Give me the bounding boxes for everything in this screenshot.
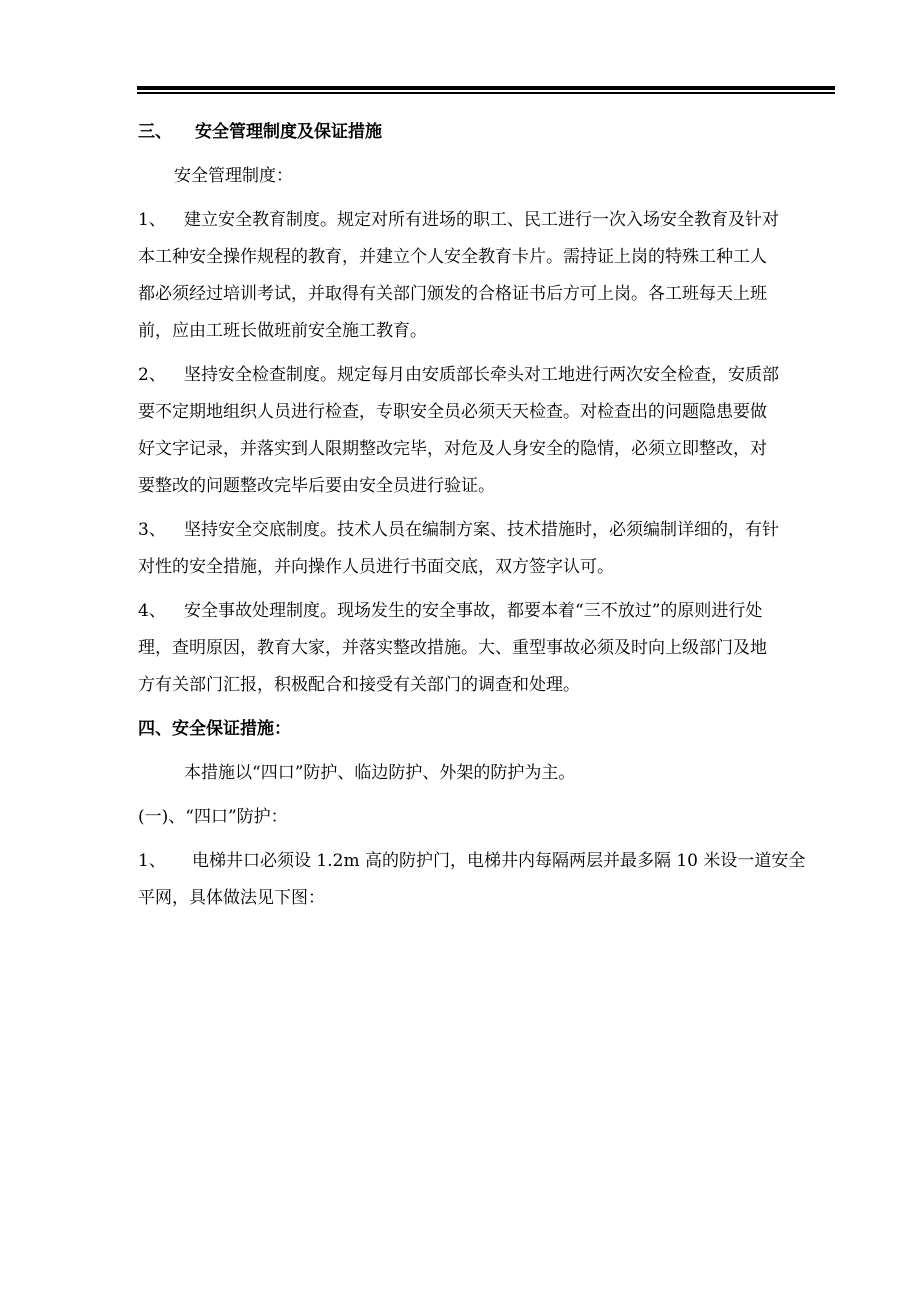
item-number: 2、 (138, 365, 166, 385)
item-text-line: 安全事故处理制度。现场发生的安全事故，都要本着“三不放过”的原则进行处 (184, 601, 763, 621)
item-text-line: 要不定期地组织人员进行检查，专职安全员必须天天检查。对检查出的问题隐患要做 (138, 402, 767, 422)
header-double-rule (137, 86, 835, 95)
header-rule-thick (137, 86, 835, 90)
item-text-line: 理，查明原因，教育大家，并落实整改措施。大、重型事故必须及时向上级部门及地 (138, 638, 767, 658)
item-text-line: 坚持安全检查制度。规定每月由安质部长牵头对工地进行两次安全检查，安质部 (184, 365, 779, 385)
section4-sub1-title: (一)、“四口”防护： (138, 807, 288, 827)
item-text-line: 对性的安全措施，并向操作人员进行书面交底，双方签字认可。 (138, 557, 614, 577)
document-body (138, 114, 838, 924)
item-text-line: 平网，具体做法见下图： (138, 888, 325, 908)
section3-item-2 (138, 357, 838, 505)
section4-item-1 (138, 843, 838, 917)
item-text-line: 电梯井口必须设 1.2m 高的防护门，电梯井内每隔两层并最多隔 10 米设一道安全 (192, 851, 806, 871)
item-text-line: 坚持安全交底制度。技术人员在编制方案、技术措施时，必须编制详细的，有针 (184, 520, 779, 540)
section3-item-4 (138, 593, 838, 704)
item-text-line: 建立安全教育制度。规定对所有进场的职工、民工进行一次入场安全教育及针对 (184, 210, 779, 230)
header-rule-thin (137, 92, 835, 94)
item-number: 3、 (138, 520, 166, 540)
item-text-line: 都必须经过培训考试，并取得有关部门颁发的合格证书后方可上岗。各工班每天上班 (138, 284, 767, 304)
section3-heading (138, 114, 838, 151)
section3-title: 安全管理制度及保证措施 (195, 122, 382, 142)
section3-item-3 (138, 512, 838, 586)
item-number: 4、 (138, 601, 166, 621)
item-text-line: 要整改的问题整改完毕后要由安全员进行验证。 (138, 476, 495, 496)
section4-intro: 本措施以“四口”防护、临边防护、外架的防护为主。 (184, 763, 576, 783)
item-text-line: 本工种安全操作规程的教育，并建立个人安全教育卡片。需持证上岗的特殊工种工人 (138, 247, 767, 267)
section3-subheading: 安全管理制度： (174, 166, 293, 186)
section3-number: 三、 (138, 122, 172, 142)
item-number: 1、 (138, 851, 166, 871)
item-number: 1、 (138, 210, 166, 230)
section4-heading: 四、安全保证措施： (138, 719, 291, 739)
item-text-line: 方有关部门汇报，积极配合和接受有关部门的调查和处理。 (138, 675, 580, 695)
item-text-line: 前，应由工班长做班前安全施工教育。 (138, 321, 427, 341)
section3-item-1 (138, 202, 838, 350)
item-text-line: 好文字记录，并落实到人限期整改完毕，对危及人身安全的隐情，必须立即整改，对 (138, 439, 767, 459)
